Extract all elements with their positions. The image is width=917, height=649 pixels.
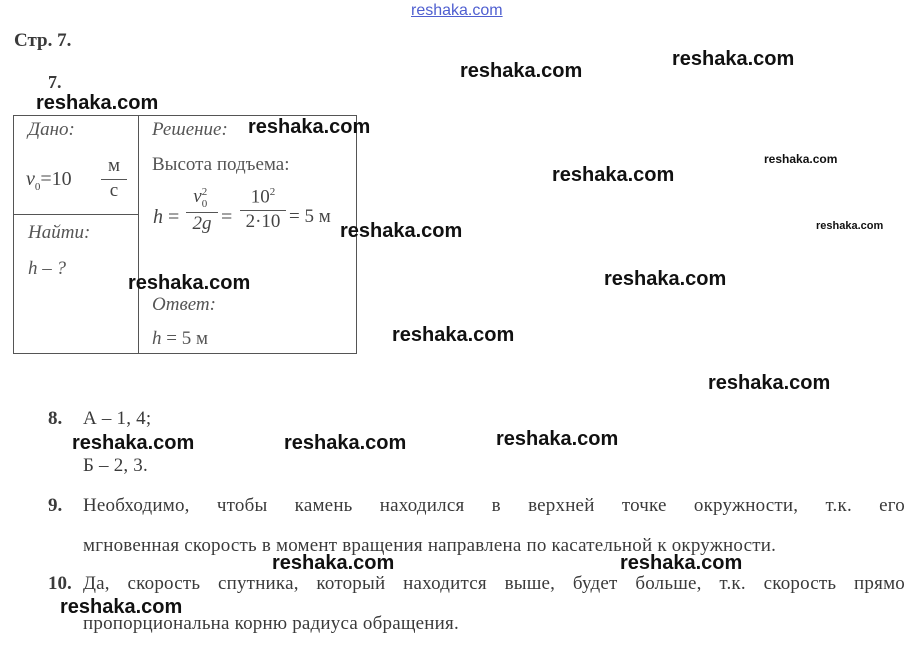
watermark-top-link[interactable]: reshaka.com bbox=[411, 2, 503, 19]
task10-line2: пропорциональна корню радиуса обращения. bbox=[83, 613, 459, 634]
task7-number: 7. bbox=[48, 72, 62, 92]
unit-fraction: м с bbox=[101, 155, 127, 202]
find-value: h – ? bbox=[28, 258, 66, 279]
watermark: reshaka.com bbox=[392, 324, 515, 346]
watermark: reshaka.com bbox=[272, 552, 395, 574]
task10-number: 10. bbox=[48, 573, 72, 594]
watermark: reshaka.com bbox=[128, 272, 251, 294]
formula-eq1: = bbox=[168, 206, 180, 228]
watermark: reshaka.com bbox=[552, 164, 675, 186]
watermark: reshaka.com bbox=[72, 432, 195, 454]
solution-label: Решение: bbox=[152, 119, 228, 140]
formula-h: h bbox=[153, 206, 163, 228]
task8-line1: А – 1, 4; bbox=[83, 408, 152, 429]
watermark: reshaka.com bbox=[816, 220, 884, 232]
formula-eq2: = bbox=[221, 206, 233, 228]
watermark: reshaka.com bbox=[672, 48, 795, 70]
watermark: reshaka.com bbox=[604, 268, 727, 290]
watermark: reshaka.com bbox=[248, 116, 371, 138]
task10-line1: Да, скорость спутника, который находится выше, будет больше, т.к. скорость прямо bbox=[83, 573, 905, 594]
watermark: reshaka.com bbox=[764, 152, 838, 166]
table-horizontal-divider bbox=[13, 214, 139, 215]
watermark: reshaka.com bbox=[340, 220, 463, 242]
answer-value: h = 5 м bbox=[152, 328, 208, 349]
watermark: reshaka.com bbox=[36, 92, 159, 114]
watermark: reshaka.com bbox=[284, 432, 407, 454]
formula-frac1: v 2 0 2g bbox=[186, 186, 218, 235]
watermark: reshaka.com bbox=[496, 428, 619, 450]
table-vertical-divider bbox=[138, 115, 139, 354]
find-label: Найти: bbox=[28, 222, 91, 243]
height-text: Высота подъема: bbox=[152, 154, 290, 175]
formula-result: = 5 м bbox=[289, 206, 331, 227]
watermark: reshaka.com bbox=[708, 372, 831, 394]
task9-line1: Необходимо, чтобы камень находился в верхней точке окружности, т.к. его bbox=[83, 495, 905, 516]
task8-line2: Б – 2, 3. bbox=[83, 455, 148, 476]
task9-number: 9. bbox=[48, 495, 63, 516]
page-header: Стр. 7. bbox=[14, 30, 72, 51]
watermark: reshaka.com bbox=[60, 596, 183, 618]
formula-frac2: $\frac{10^2}{2\cdot 10}$ bbox=[240, 186, 286, 233]
task8-number: 8. bbox=[48, 408, 63, 429]
given-v0: $v_0=10$ bbox=[26, 168, 72, 193]
answer-label: Ответ: bbox=[152, 294, 216, 315]
watermark: reshaka.com bbox=[460, 60, 583, 82]
given-label: Дано: bbox=[28, 119, 75, 140]
task9-line2: мгновенная скорость в момент вращения направлена по касательной к окружности. bbox=[83, 535, 777, 556]
watermark: reshaka.com bbox=[620, 552, 743, 574]
